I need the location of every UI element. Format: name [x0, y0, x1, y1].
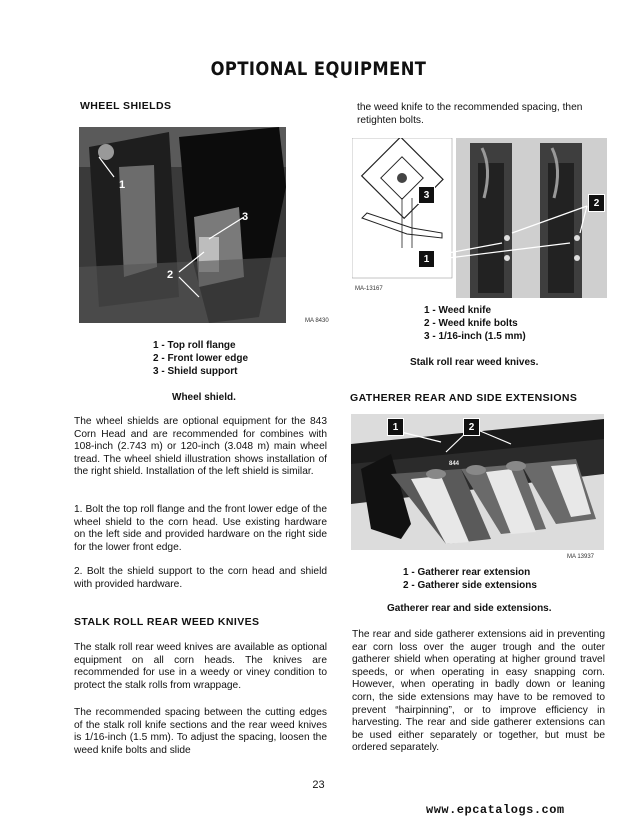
wheel-shield-photo	[79, 127, 286, 323]
wheel-shield-legend	[153, 339, 248, 378]
wheel-shield-paragraph: The wheel shields are optional equipment for the 843 Corn Head and are recommended for combines with 108-inch (2.743 m) or 120-inch (3.048 m) main wheel tread. The wheel shield illustration shows installation of the right shield. Installation of the left shield is similar.	[74, 416, 327, 478]
wheel-shield-caption: Wheel shield.	[172, 392, 236, 403]
legend-item: 2 - Front lower edge	[153, 353, 249, 364]
wheel-shield-figure-code: MA 8430	[305, 318, 329, 324]
weed-knife-figure-code: MA-13167	[355, 286, 383, 292]
page-title: OPTIONAL EQUIPMENT	[210, 58, 427, 80]
gatherer-figure-code: MA 13937	[567, 554, 595, 560]
callout-2: 2	[463, 418, 480, 436]
callout-3: 3	[418, 186, 435, 204]
legend-item: 3 - 1/16-inch (1.5 mm)	[424, 331, 526, 342]
callout-2: 2	[167, 269, 174, 281]
legend-item: 1 - Top roll flange	[153, 340, 236, 351]
callout-1: 1	[418, 250, 435, 268]
weed-knife-caption: Stalk roll rear weed knives.	[410, 357, 539, 368]
footer-url[interactable]: www.epcatalogs.com	[426, 803, 565, 817]
wheel-shield-illustration	[79, 127, 286, 323]
machine-label: 844	[449, 461, 460, 467]
stalk-roll-continued: the weed knife to the recommended spacing, then retighten bolts.	[357, 102, 583, 126]
weed-knife-figure	[352, 138, 607, 298]
legend-item: 3 - Shield support	[153, 366, 238, 377]
legend-item: 1 - Weed knife	[424, 305, 492, 316]
callout-1: 1	[387, 418, 404, 436]
callout-3: 3	[242, 211, 249, 223]
stalk-roll-paragraph-2: The recommended spacing between the cutting edges of the stalk roll knife sections and the rear weed knives is 1/16-inch (1.5 mm). To adjust the spacing, loosen the weed knife bolts and slide	[74, 707, 327, 756]
stalk-roll-paragraph-1: The stalk roll rear weed knives are available as optional equipment on all corn heads. The knives are recommended for use in a weedy or viney condition to protect the stalk rolls from wrappage.	[74, 642, 327, 691]
gatherer-photo	[351, 414, 604, 550]
legend-item: 2 - Weed knife bolts	[424, 318, 518, 329]
wheel-shield-step-1: 1. Bolt the top roll flange and the front lower edge of the wheel shield to the corn head. Use existing hardware on the left side and provided hardware on the right side for the lower front edge.	[74, 504, 327, 553]
weed-knife-legend	[424, 304, 526, 343]
wheel-shield-step-2: 2. Bolt the shield support to the corn head and shield with provided hardware.	[74, 566, 327, 590]
gatherer-legend	[403, 566, 537, 592]
legend-item: 1 - Gatherer rear extension	[403, 567, 531, 578]
weed-knife-illustration	[352, 138, 607, 298]
stalk-roll-heading: STALK ROLL REAR WEED KNIVES	[74, 616, 260, 628]
gatherer-paragraph: The rear and side gatherer extensions aid in preventing ear corn loss over the auger trough and the outer gatherer shield when operating at higher ground travel speeds, or when operating in easy snapping corn. However, when operating in badly down or leaning corn, the side extensions may have to be removed to prevent “hairpinning”, or to improve efficiency in harvesting. The rear and side gatherer extensions can be used either separately or together, but must be ordered separately.	[352, 629, 605, 754]
wheel-shields-heading: WHEEL SHIELDS	[80, 100, 172, 112]
callout-1: 1	[119, 179, 126, 191]
gatherer-heading: GATHERER REAR AND SIDE EXTENSIONS	[350, 392, 578, 404]
callout-2: 2	[588, 194, 605, 212]
page-number: 23	[312, 779, 325, 791]
legend-item: 2 - Gatherer side extensions	[403, 580, 537, 591]
gatherer-caption: Gatherer rear and side extensions.	[387, 603, 552, 614]
